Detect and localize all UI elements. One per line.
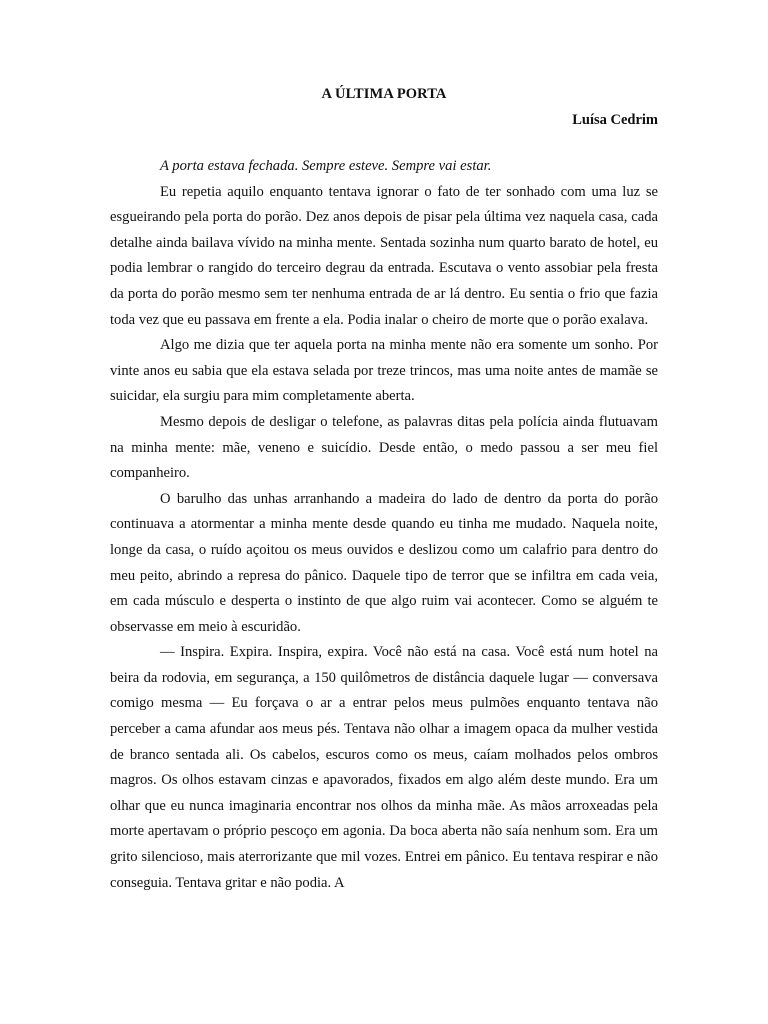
- paragraph: Mesmo depois de desligar o telefone, as palavras ditas pela polícia ainda flutuavam na minha mente: mãe, veneno e suicídio. Desde então, o medo passou a ser meu fiel companheiro.: [110, 413, 658, 482]
- story-body: [110, 154, 658, 896]
- document-title: A ÚLTIMA PORTA: [321, 86, 447, 102]
- paragraph: Algo me dizia que ter aquela porta na minha mente não era somente um sonho. Por vinte anos eu sabia que ela estava selada por treze trincos, mas uma noite antes de mamãe se suicidar, ela surgiu para mim completamente aberta.: [110, 337, 658, 405]
- paragraph: O barulho das unhas arranhando a madeira do lado de dentro da porta do porão continuava a atormentar a minha mente desde quando eu tinha me mudado. Naquela noite, longe da casa, o ruído açoitou os meus ouvidos e deslizou como um calafrio para dentro do meu peito, abrindo a represa do pânico. Daquele tipo de terror que se infiltra em cada veia, em cada músculo e desperta o instinto de que algo ruim vai acontecer. Como se alguém te observasse em meio à escuridão.: [110, 490, 658, 635]
- paragraph: Eu repetia aquilo enquanto tentava ignorar o fato de ter sonhado com uma luz se esgueirando pela porta do porão. Dez anos depois de pisar pela última vez naquela casa, cada detalhe ainda bailava vívido na minha mente. Sentada sozinha num quarto barato de hotel, eu podia lembrar o rangido do terceiro degrau da entrada. Escutava o vento assobiar pela fresta da porta do porão mesmo sem ter nenhuma entrada de ar lá dentro. Eu sentia o frio que fazia toda vez que eu passava em frente a ela. Podia inalar o cheiro de morte que o porão exalava.: [110, 183, 658, 328]
- paragraph-epigraph: A porta estava fechada. Sempre esteve. Sempre vai estar.: [160, 158, 492, 174]
- author-name: Luísa Cedrim: [572, 112, 658, 128]
- paragraph: — Inspira. Expira. Inspira, expira. Você não está na casa. Você está num hotel na beira da rodovia, em segurança, a 150 quilômetros de distância daquele lugar — conversava comigo mesma — Eu forçava o ar a entrar pelos meus pulmões enquanto tentava não perceber a cama afundar aos meus pés. Tentava não olhar a imagem opaca da mulher vestida de branco sentada ali. Os cabelos, escuros como os meus, caíam molhados pelos ombros magros. Os olhos estavam cinzas e apavorados, fixados em algo além deste mundo. Era um olhar que eu nunca imaginaria encontrar nos olhos da minha mãe. As mãos arroxeadas pela morte apertavam o próprio pescoço em agonia. Da boca aberta não saía nenhum som. Era um grito silencioso, mais aterrorizante que mil vozes. Entrei em pânico. Eu tentava respirar e não conseguia. Tentava gritar e não podia. A: [110, 644, 658, 891]
